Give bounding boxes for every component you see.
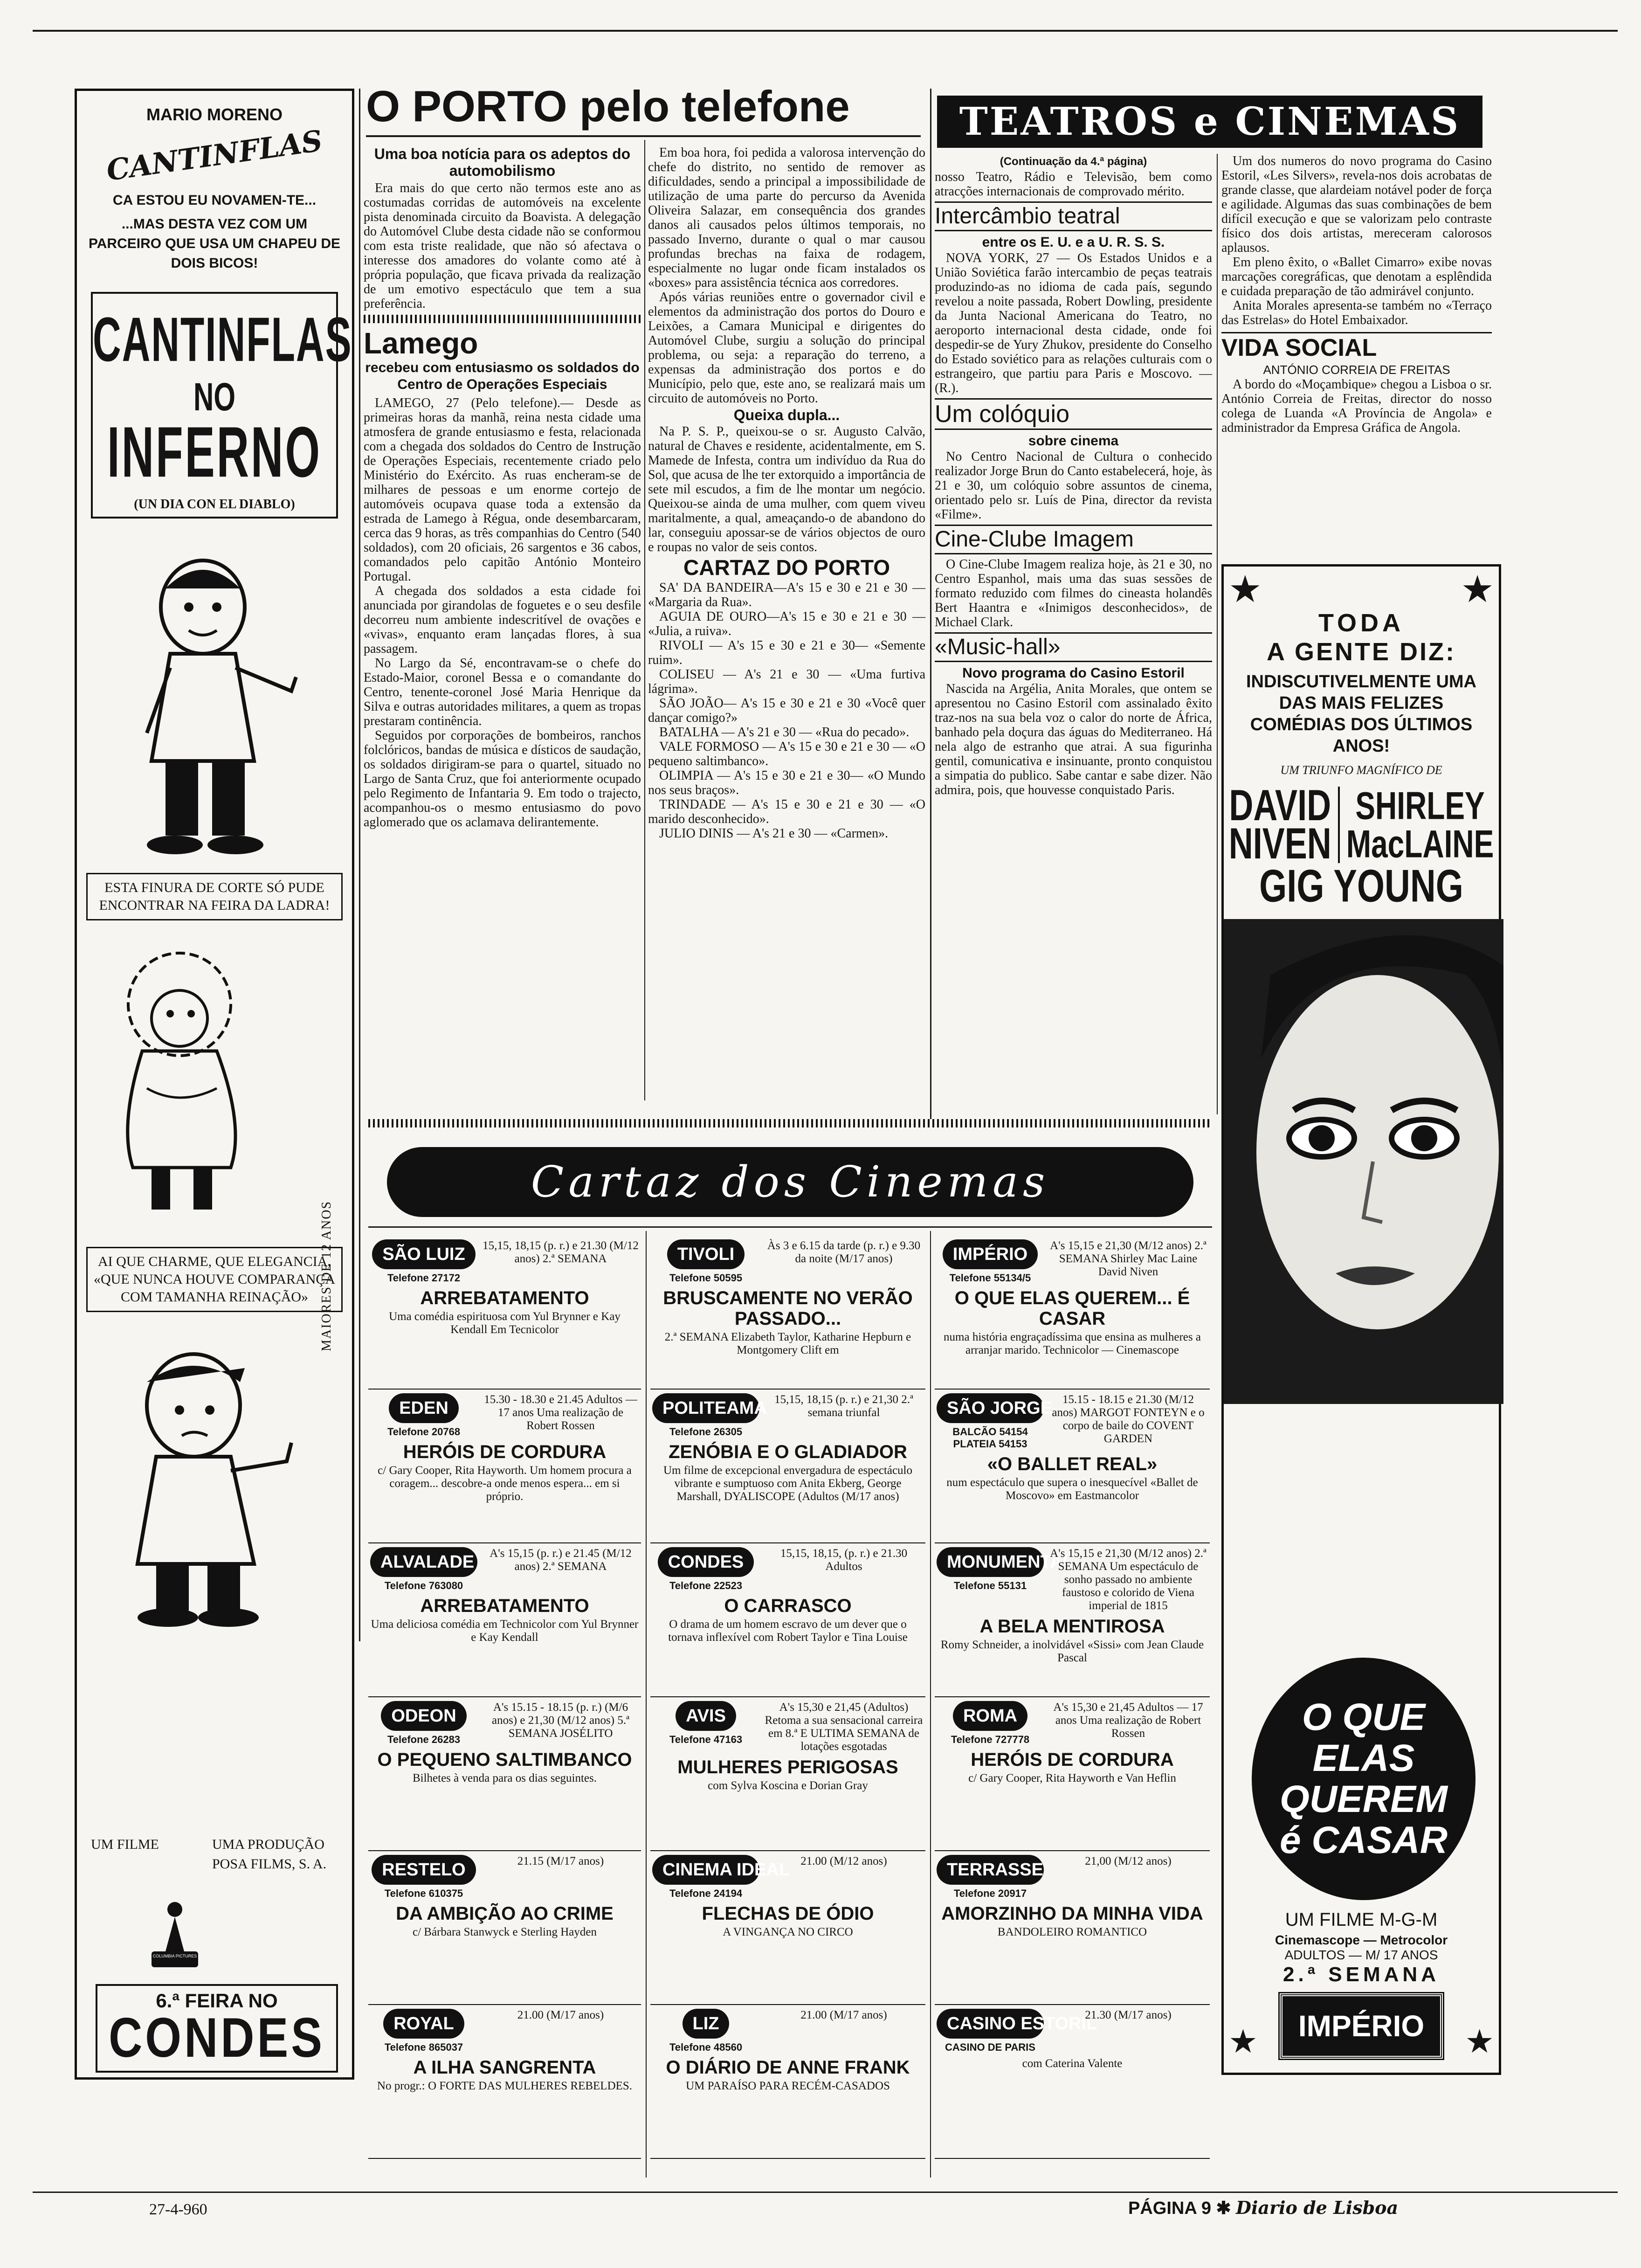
cinema-logo: CASINO ESTORIL	[937, 2009, 1044, 2039]
porto-title-rule	[366, 135, 921, 137]
cartaz-porto-item: SÃO JOÃO— A's 15 e 30 e 21 e 30 «Você quer dançar comigo?»	[648, 696, 925, 725]
cinema-description: O drama de um homem escravo de um dever que o tornava inflexível com Robert Taylor e Tina Louise	[668, 1618, 908, 1644]
cinema-film-title: HERÓIS DE CORDURA	[971, 1749, 1174, 1770]
cinema-description: num espectáculo que supera o inesquecível «Ballet de Moscovo» em Eastmancolor	[946, 1476, 1198, 1502]
actress-portrait	[1224, 919, 1503, 1404]
cinema-times: 21,00 (M/12 anos)	[1085, 1855, 1172, 1867]
cartaz-col-divider-1	[646, 1231, 647, 2178]
cinema-logo: POLITEAMA	[652, 1393, 759, 1423]
cinema-phone: Telefone 50595	[669, 1272, 743, 1284]
actor-1-first: DAVID	[1229, 781, 1331, 830]
promo-line-2: ...MAS DESTA VEZ COM UM PARCEIRO QUE USA UM CHAPEU DE DOIS BICOS!	[88, 216, 341, 271]
ad-line-2: A GENTE DIZ:	[1267, 638, 1456, 666]
cinema-description: c/ Gary Cooper, Rita Hayworth. Um homem procura a coragem... descobre-a onde menos espera... em si próprio.	[378, 1464, 632, 1503]
cinema-listing	[368, 1390, 641, 1543]
cinema-times: Às 3 e 6.15 da tarde (p. r.) e 9.30 da noite (M/17 anos)	[767, 1239, 921, 1265]
cinema-logo: MONUMENTAL	[937, 1547, 1044, 1577]
teatros-title: TEATROS e CINEMAS	[959, 99, 1461, 144]
porto-headline-2-sub: recebeu com entusiasmo os soldados do Centro de Operações Especiais	[365, 360, 640, 392]
cinema-phone: Telefone 610375	[384, 1888, 463, 1899]
cinema-logo: TIVOLI	[667, 1239, 745, 1269]
porto-headline-3: Queixa dupla...	[733, 407, 840, 423]
cinema-logo: SÃO JORGE	[937, 1393, 1044, 1423]
film-label: UM FILME	[91, 1837, 159, 1852]
ad-week: 2.ª SEMANA	[1283, 1963, 1440, 1986]
cinema-phone: Telefone 24194	[669, 1888, 743, 1899]
cinema-times: A's 15,15 e 21,30 (M/12 anos) 2.ª SEMANA Shirley Mac Laine David Niven	[1050, 1239, 1207, 1278]
cinema-listing	[650, 1390, 925, 1543]
actor-1	[1228, 781, 1340, 868]
cinema-film-title: A BELA MENTIROSA	[979, 1616, 1165, 1637]
cinema-listing	[650, 1543, 925, 1697]
cartaz-porto-item: BATALHA — A's 21 e 30 — «Rua do pecado».	[659, 725, 910, 740]
cinema-phone: Telefone 48560	[669, 2041, 743, 2053]
cinema-times: 21.30 (M/17 anos)	[1085, 2009, 1172, 2021]
cinema-listing	[935, 1543, 1210, 1697]
cinema-description: UM PARAÍSO PARA RECÉM-CASADOS	[686, 2080, 890, 2092]
cinema-logo: ALVALADE	[370, 1547, 477, 1577]
porto-para-4: No Largo da Sé, encontravam-se o chefe do Estado-Maior, coronel Bessa e o comandante do Centro, tenente-coronel José Maria Henrique da Silva e outras autoridades militares, a quem as tropas prestaram continência.	[364, 656, 641, 728]
teatros-para-0: nosso Teatro, Rádio e Televisão, bem como atracções internacionais de comprovado mérito.	[935, 170, 1212, 199]
cinema-phone: Telefone 26305	[669, 1426, 743, 1438]
cinema-logo: ROMA	[953, 1701, 1027, 1731]
actor-name: MARIO MORENO	[146, 105, 283, 124]
cinema-logo: CONDES	[658, 1547, 754, 1577]
teatros-headline-2-sub: sobre cinema	[1028, 433, 1119, 449]
cinema-times: 15.15 - 18.15 e 21.30 (M/12 anos) MARGOT FONTEYN e o corpo de baile do COVENT GARDEN	[1052, 1393, 1205, 1445]
cinema-phone: Telefone 47163	[669, 1734, 743, 1745]
cinema-times: A's 15,30 e 21,45 Adultos — 17 anos Uma realização de Robert Rossen	[1053, 1701, 1203, 1740]
cinema-phone: Telefone 26283	[387, 1734, 461, 1745]
star-icon: ★	[1228, 569, 1262, 610]
cinema-film-title: AMORZINHO DA MINHA VIDA	[941, 1903, 1203, 1924]
cinema-listing	[368, 2005, 641, 2159]
actor-3: GIG YOUNG	[1259, 860, 1463, 912]
cartaz-porto-item: VALE FORMOSO — A's 15 e 30 e 21 e 30 — «O pequeno saltimbanco».	[648, 740, 925, 768]
top-rule	[33, 30, 1618, 32]
playdate-venue: CONDES	[109, 2006, 325, 2069]
playdate-box	[96, 1984, 338, 2073]
cinema-film-title: O DIÁRIO DE ANNE FRANK	[666, 2057, 910, 2078]
age-rating: MAIORES DE 12 ANOS	[319, 1201, 334, 1352]
bottom-rule	[33, 2192, 1618, 2193]
film-title-1: CANTINFLAS	[93, 304, 352, 374]
cinema-phone: Telefone 865037	[384, 2041, 463, 2053]
cinema-logo: SÃO LUIZ	[372, 1239, 475, 1269]
cinema-phone: Telefone 55134/5	[949, 1272, 1031, 1284]
cinema-description: No progr.: O FORTE DAS MULHERES REBELDES.	[377, 2080, 633, 2092]
film-subtitle: (UN DIA CON EL DIABLO)	[134, 497, 295, 512]
cinema-listing	[935, 1390, 1210, 1543]
cinema-times: 21.00 (M/12 anos)	[800, 1855, 887, 1867]
cinema-description: Um filme de excepcional envergadura de espectáculo vibrante e sumptuoso com Anita Ekberg, George Marshall, DYALISCOPE (Adultos (M/17 anos)	[663, 1464, 912, 1503]
cinema-film-title: MULHERES PERIGOSAS	[677, 1757, 898, 1777]
porto-col-1	[364, 140, 641, 1100]
cinema-phone: BALCÃO 54154 PLATEIA 54153	[952, 1426, 1028, 1450]
teatros-col-2	[1221, 154, 1492, 555]
actor-2	[1340, 784, 1494, 866]
cinema-listing	[650, 1697, 925, 1851]
teatros-headline-4: «Music-hall»	[935, 632, 1212, 662]
cinema-logo: RESTELO	[372, 1855, 476, 1885]
cinema-listing	[368, 1236, 641, 1390]
cinema-logo: EDEN	[389, 1393, 459, 1423]
cinema-description: Bilhetes à venda para os dias seguintes.	[412, 1772, 597, 1784]
cartaz-col-2	[650, 1236, 925, 2187]
cantinflas-script-logo: CANTINFLAS	[104, 123, 325, 188]
cartaz-porto-item: JULIO DINIS — A's 21 e 30 — «Carmen».	[659, 826, 889, 841]
porto-title: O PORTO pelo telefone	[366, 82, 850, 131]
teatros-para-3: O Cine-Clube Imagem realiza hoje, às 21 e 30, no Centro Espanhol, mais uma das suas sessões de formato reduzido com filmes do cineasta holandês Bert Haantra e «Inimigos desconhecidos», de Michael Clark.	[935, 557, 1212, 629]
porto-para-5: Seguidos por corporações de bombeiros, ranchos folclóricos, bandas de música e dísticos de saudação, os soldados dirigiram-se para o quartel, situado no Largo de Santa Cruz, que foi anteriormente ocupado pelo Regimento de Infantaria 9. Em todo o trajecto, acompanhou-os o mesmo entusiasmo do povo aglomerado que os aclamava delirantemente.	[364, 728, 641, 830]
actor-1-last: NIVEN	[1228, 820, 1331, 868]
teatros-col-1	[935, 154, 1212, 1114]
cinema-times: 21.00 (M/17 anos)	[800, 2009, 887, 2021]
star-icon: ★	[1461, 569, 1494, 610]
col-divider-porto-2	[644, 140, 645, 1100]
cartaz-porto-item: AGUIA DE OURO—A's 15 e 30 e 21 e 30 — «Julia, a ruiva».	[648, 609, 925, 638]
porto-para-1: Era mais do que certo não termos este ano as costumadas corridas de automóveis na excelente pista denominada circuito da Boavista. A delegação do Automóvel Clube desta cidade não se conformou com esta triste realidade, que não só afectava o interesse dos amadores do volante como até à própria população, que ficava privada da realização de um emotivo espectáculo que tem a sua preferência.	[364, 181, 641, 311]
film-title-3: INFERNO	[107, 412, 322, 492]
cantinflas-cartoon-1	[77, 537, 357, 864]
porto-para-2: LAMEGO, 27 (Pelo telefone).— Desde as primeiras horas da manhã, reina nesta cidade uma atmosfera de grande entusiasmo e festa, relacionada com a chegada dos soldados do Centro de Instrução de Operações Especiais, recentemente criado pelo Ministério do Exército. As ruas encheram-se de milhares de pessoas e um enorme cortejo de automóveis ocupava quase toda a extensão da estrada de Lamego à Régua, onde desembarcaram, cerca das 9 horas, as três companhias do Centro (540 soldados), com 20 oficiais, 26 sargentos e 36 cabos, comandados pelo capitão António Monteiro Portugal.	[364, 396, 641, 584]
porto-para-3: A chegada dos soldados a esta cidade foi anunciada por girandolas de foguetes e o seu desfile decorreu num ambiente indescritível de ovações e «vivas», enquanto eram lançadas flores, à sua passagem.	[364, 584, 641, 656]
producer: UMA PRODUÇÃO POSA FILMS, S. A.	[212, 1837, 327, 1872]
teatros-banner	[937, 96, 1482, 148]
cinema-times: 21.00 (M/17 anos)	[517, 2009, 604, 2021]
teatros-para-1: NOVA YORK, 27 — Os Estados Unidos e a União Soviética farão intercambio de peças teatrais produzindo-as no idioma de cada país, segundo revelou a noite passada, Robert Dowling, presidente da Junta Nacional Americana do Teatro, no aeroporto internacional desta cidade, onde foi despedir-se de Yury Zhukov, presidente do Conselho do Estado soviético para as relações culturais com o estrangeiro, que partiu para Paris e Moscovo. — (R.).	[935, 251, 1212, 395]
cartaz-col-divider-2	[930, 1231, 931, 2178]
cinema-phone: Telefone 763080	[384, 1580, 463, 1591]
teatros-headline-1: Intercâmbio teatral	[935, 201, 1212, 231]
columbia-logo-icon	[147, 1895, 203, 1975]
cinema-phone: Telefone 20768	[387, 1426, 461, 1438]
porto-headline-1: Uma boa notícia para os adeptos do automobilismo	[374, 145, 631, 179]
cinema-times: A's 15,15 (p. r.) e 21.45 (M/12 anos) 2.ª SEMANA	[490, 1547, 632, 1573]
cinema-times: 15,15, 18,15 (p. r.) e 21.30 (M/12 anos) 2.ª SEMANA	[483, 1239, 639, 1265]
venue-box	[1280, 1993, 1443, 2059]
cinema-film-title: O QUE ELAS QUEREM... É CASAR	[954, 1288, 1190, 1329]
teatros-para-6: Em pleno êxito, o «Ballet Cimarro» exibe novas marcações coregráficas, que denotam a esplêndida e cuidada preparação de tão admirável conjunto.	[1221, 255, 1492, 298]
teatros-headline-3: Cine-Clube Imagem	[935, 525, 1212, 554]
cartaz-top-dots	[368, 1119, 1212, 1127]
vida-social-para: A bordo do «Moçambique» chegou a Lisboa o sr. António Correia de Freitas, director do nosso colega de Luanda «A Província de Angola» e administrador da Empresa Gráfica de Angola.	[1221, 377, 1492, 435]
teatros-para-7: Anita Morales apresenta-se também no «Terraço das Estrelas» do Hotel Embaixador.	[1221, 298, 1492, 327]
teatros-headline-4-sub: Novo programa do Casino Estoril	[962, 665, 1185, 681]
cinema-film-title: ARREBATAMENTO	[420, 1596, 589, 1616]
footer-page-number: PÁGINA 9	[1128, 2199, 1212, 2218]
cinema-times: A's 15,15 e 21,30 (M/12 anos) 2.ª SEMANA Um espectáculo de sonho passado no ambiente faustoso e colorido de Viena imperial de 1815	[1050, 1547, 1207, 1612]
cinema-description: c/ Bárbara Stanwyck e Sterling Hayden	[412, 1926, 597, 1938]
cinema-times: 21.15 (M/17 anos)	[517, 1855, 604, 1867]
cinema-listing	[368, 1697, 641, 1851]
cinema-description: Uma comédia espirituosa com Yul Brynner e Kay Kendall Em Tecnicolor	[389, 1310, 621, 1336]
cinema-times: 15,15, 18,15 (p. r.) e 21,30 2.ª semana triunfal	[774, 1393, 913, 1419]
cinema-listing	[368, 1851, 641, 2005]
cinema-logo: IMPÉRIO	[943, 1239, 1038, 1269]
porto-para-8: Na P. S. P., queixou-se o sr. Augusto Calvão, natural de Chaves e residente, acidentalmente, em S. Mamede de Infesta, contra um indivíduo da Rua do Sol, que acusa de lhe ter extorquido a importância de sete mil escudos, a fim de lhe montar um negócio. Queixou-se ainda de uma mulher, com quem viveu maritalmente, a qual, ameaçando-o de abandono do lar, conseguiu apossar-se de vários objectos de ouro e roupas no valor de seis contos.	[648, 424, 925, 554]
cinema-description: com Caterina Valente	[1022, 2057, 1123, 2070]
actor-2-first: SHIRLEY	[1355, 784, 1485, 828]
cinema-listing	[935, 1851, 1210, 2005]
cartaz-col-3	[935, 1236, 1210, 2187]
cantinflas-cartoon-3	[77, 1340, 338, 1629]
star-icon: ★	[1228, 2024, 1258, 2060]
promo-line-1: CA ESTOU EU NOVAMEN-TE...	[112, 193, 317, 208]
cinema-listing	[650, 1236, 925, 1390]
production-credit	[91, 1835, 343, 1874]
cartaz-porto-list	[648, 581, 925, 841]
cantinflas-ad	[75, 89, 354, 2080]
stars-billing	[1224, 781, 1499, 868]
footer-date: 27-4-960	[149, 2201, 207, 2218]
cinema-listing	[935, 1236, 1210, 1390]
cartaz-porto-item: SA' DA BANDEIRA—A's 15 e 30 e 21 e 30 — «Margaria da Rua».	[648, 581, 925, 609]
ad-age: ADULTOS — M/ 17 ANOS	[1284, 1948, 1438, 1962]
cinema-phone: Telefone 27172	[387, 1272, 461, 1284]
cartaz-banner-title: Cartaz dos Cinemas	[531, 1157, 1050, 1207]
film-title: O QUE ELAS QUEREM é CASAR	[1280, 1696, 1448, 1861]
cartaz-porto-item: RIVOLI — A's 15 e 30 e 21 e 30— «Semente ruim».	[648, 638, 925, 667]
cinema-film-title: DA AMBIÇÃO AO CRIME	[396, 1903, 614, 1924]
divider-dots	[364, 315, 641, 323]
cinema-phone: Telefone 20917	[953, 1888, 1027, 1899]
porto-headline-2: Lamego	[364, 326, 478, 360]
cinema-description: com Sylva Koscina e Dorian Gray	[708, 1779, 868, 1792]
cinema-times: A's 15,30 e 21,45 (Adultos) Retoma a sua sensacional carreira em 8.ª E ULTIMA SEMANA de lotações esgotadas	[765, 1701, 923, 1753]
quote-box-2	[86, 1247, 343, 1312]
porto-para-7: Após várias reuniões entre o governador civil e elementos da administração dos portos do Douro e Leixões, a Camara Municipal e dirigentes do Automóvel Clube, surgiu a solução do principal problema, ou seja: a reparação do terreno, a expensas da administração dos portos e do Município, pelo que, este ano, se realizará mais um circuito de automóveis no Porto.	[648, 290, 925, 406]
footer-paper-name: Diario de Lisboa	[1236, 2197, 1399, 2218]
cinema-logo: CINEMA IDEAL	[652, 1855, 759, 1885]
cinema-film-title: BRUSCAMENTE NO VERÃO PASSADO...	[663, 1288, 913, 1329]
star-icon: ✱	[1216, 2199, 1236, 2218]
cinema-phone: Telefone 55131	[953, 1580, 1027, 1591]
cinema-listing	[650, 1851, 925, 2005]
cartaz-col-1	[368, 1236, 641, 2187]
cinema-film-title: FLECHAS DE ÓDIO	[702, 1903, 874, 1924]
col-divider-teatros	[930, 89, 931, 1119]
cinema-description: c/ Gary Cooper, Rita Hayworth e Van Heflin	[968, 1772, 1176, 1784]
casar-ad	[1221, 564, 1501, 2075]
cinema-listing	[650, 2005, 925, 2159]
cinema-description: 2.ª SEMANA Elizabeth Taylor, Katharine Hepburn e Montgomery Clift em	[664, 1331, 911, 1356]
col-divider-teatros-2	[1217, 154, 1218, 1114]
ad-line-1: TODA	[1318, 609, 1404, 637]
cinema-logo: TERRASSE	[937, 1855, 1044, 1885]
cinema-listing	[935, 2005, 1210, 2159]
cinema-listing	[935, 1697, 1210, 1851]
cartaz-porto-item: COLISEU — A's 21 e 30 — «Uma furtiva lágrima».	[648, 667, 925, 696]
col-divider-porto	[359, 89, 360, 1641]
cinema-description: A VINGANÇA NO CIRCO	[723, 1926, 853, 1938]
porto-para-6: Em boa hora, foi pedida a valorosa intervenção do chefe do distrito, no sentido de remover as dificuldades, sendo a principal a impossibilidade de utilização de uma parte do percurso da Avenida Oliveira Salazar, em consequência dos grandes danos ali causados pelos últimos temporais, no passado Inverno, durante o qual o mar causou profundas brechas na faixa de rodagem, especialmente no lugar onde ficam instalados os «boxes» para assistência técnica aos corredores.	[648, 145, 925, 290]
cinema-film-title: A ILHA SANGRENTA	[413, 2057, 596, 2078]
ad-tech: Cinemascope — Metrocolor	[1275, 1933, 1448, 1947]
cinema-film-title: O PEQUENO SALTIMBANCO	[377, 1749, 632, 1770]
cinema-logo: LIZ	[683, 2009, 730, 2039]
teatros-para-5: Um dos numeros do novo programa do Casino Estoril, «Les Silvers», revela-nos dois acrobatas de grande classe, que alardeiam notável poder de força e agilidade. Algumas das suas combinações de bem difícil execução e que se valorizam pelo contraste físico dos dois artistas, mereceram calorosos aplausos.	[1221, 154, 1492, 255]
quote-1: ESTA FINURA DE CORTE SÓ PUDE ENCONTRAR NA FEIRA DA LADRA!	[99, 880, 330, 913]
cinema-times: 15.30 - 18.30 e 21.45 Adultos — 17 anos Uma realização de Robert Rossen	[484, 1393, 637, 1432]
cinema-phone: Telefone 727778	[951, 1734, 1030, 1745]
quote-2: AI QUE CHARME, QUE ELEGANCIA, «QUE NUNCA HOUVE COMPARANÇA COM TAMANHA REINAÇÃO»	[93, 1254, 336, 1305]
cinema-film-title: ZENÓBIA E O GLADIADOR	[669, 1442, 907, 1462]
cartaz-porto-item: TRINDADE — A's 15 e 30 e 21 e 30 — «O marido desconhecido».	[648, 797, 925, 826]
star-icon: ★	[1465, 2024, 1494, 2060]
cinema-times: A's 15.15 - 18.15 (p. r.) (M/6 anos) e 21,30 (M/12 anos) 5.ª SEMANA JOSÉLITO	[491, 1701, 630, 1740]
cinema-times: 15,15, 18,15, (p. r.) e 21.30 Adultos	[780, 1547, 908, 1573]
playdate-day: 6.ª FEIRA NO	[156, 1990, 278, 2012]
cinema-description: BANDOLEIRO ROMANTICO	[997, 1926, 1147, 1938]
vida-social-title: VIDA SOCIAL	[1221, 332, 1492, 362]
ad-line-4: UM TRIUNFO MAGNÍFICO DE	[1280, 763, 1442, 777]
teatros-headline-1-sub: entre os E. U. e a U. R. S. S.	[982, 235, 1165, 250]
actor-2-last: MacLAINE	[1346, 822, 1494, 866]
film-title-box	[91, 292, 352, 519]
cartaz-porto-item: OLIMPIA — A's 15 e 30 e 21 e 30— «O Mundo nos seus braços».	[648, 768, 925, 797]
porto-col-2	[648, 140, 925, 1100]
film-title-circle	[1252, 1658, 1476, 1900]
cinema-film-title: ARREBATAMENTO	[420, 1288, 589, 1308]
film-title-2: NO	[193, 375, 235, 419]
cartaz-porto-title: CARTAZ DO PORTO	[683, 555, 890, 580]
cinema-film-title: O CARRASCO	[724, 1596, 852, 1616]
cinema-logo: ROYAL	[383, 2009, 464, 2039]
ad-studio: UM FILME M-G-M	[1285, 1909, 1438, 1930]
footer-page	[1128, 2197, 1398, 2219]
teatros-headline-2: Um colóquio	[935, 398, 1212, 430]
venue-name: IMPÉRIO	[1298, 2009, 1425, 2043]
cartaz-rule	[368, 1226, 1212, 1228]
cinema-film-title: HERÓIS DE CORDURA	[403, 1442, 607, 1462]
cinema-description: numa história engraçadíssima que ensina as mulheres a arranjar marido. Technicolor — Cinemascope	[944, 1331, 1201, 1356]
cinema-phone: CASINO DE PARIS	[945, 2041, 1035, 2053]
teatros-continuation: (Continuação da 4.ª página)	[1000, 155, 1147, 168]
cinema-listing	[368, 1543, 641, 1697]
columbia-label: COLUMBIA PICTURES	[152, 1954, 197, 1958]
vida-social-sub: ANTÓNIO CORREIA DE FREITAS	[1263, 363, 1450, 377]
cinema-logo: AVIS	[676, 1701, 736, 1731]
teatros-para-2: No Centro Nacional de Cultura o conhecido realizador Jorge Brun do Canto estabelecerá, hoje, às 21 e 30, um colóquio sobre assuntos de cinema, orientado pelo sr. Luís de Pina, director da revista «Filme».	[935, 449, 1212, 522]
cinema-logo: ODEON	[381, 1701, 466, 1731]
cartaz-banner	[387, 1147, 1193, 1217]
cinema-description: Romy Schneider, a inolvidável «Sissi» com Jean Claude Pascal	[940, 1639, 1204, 1664]
ad-line-3: INDISCUTIVELMENTE UMA DAS MAIS FELIZES COMÉDIAS DOS ÚLTIMOS ANOS!	[1246, 672, 1476, 756]
cinema-phone: Telefone 22523	[669, 1580, 743, 1591]
quote-box-1	[86, 873, 343, 920]
cantinflas-cartoon-2	[77, 948, 291, 1219]
cinema-film-title: «O BALLET REAL»	[987, 1454, 1158, 1474]
teatros-para-4: Nascida na Argélia, Anita Morales, que ontem se apresentou no Casino Estoril com assinalado êxito traz-nos na sua bela voz o calor do norte de África, banhado pela doçura das águas do Mediterraneo. Há nela algo de estranho que atrai. A sua figurinha gentil, comunicativa e insinuante, pronto conquistou a simpatia do publico. Sabe cantar e sabe dizer. Não admira, pois, que houvesse conquistado Paris.	[935, 682, 1212, 797]
cinema-description: Uma deliciosa comédia em Technicolor com Yul Brynner e Kay Kendall	[371, 1618, 639, 1644]
